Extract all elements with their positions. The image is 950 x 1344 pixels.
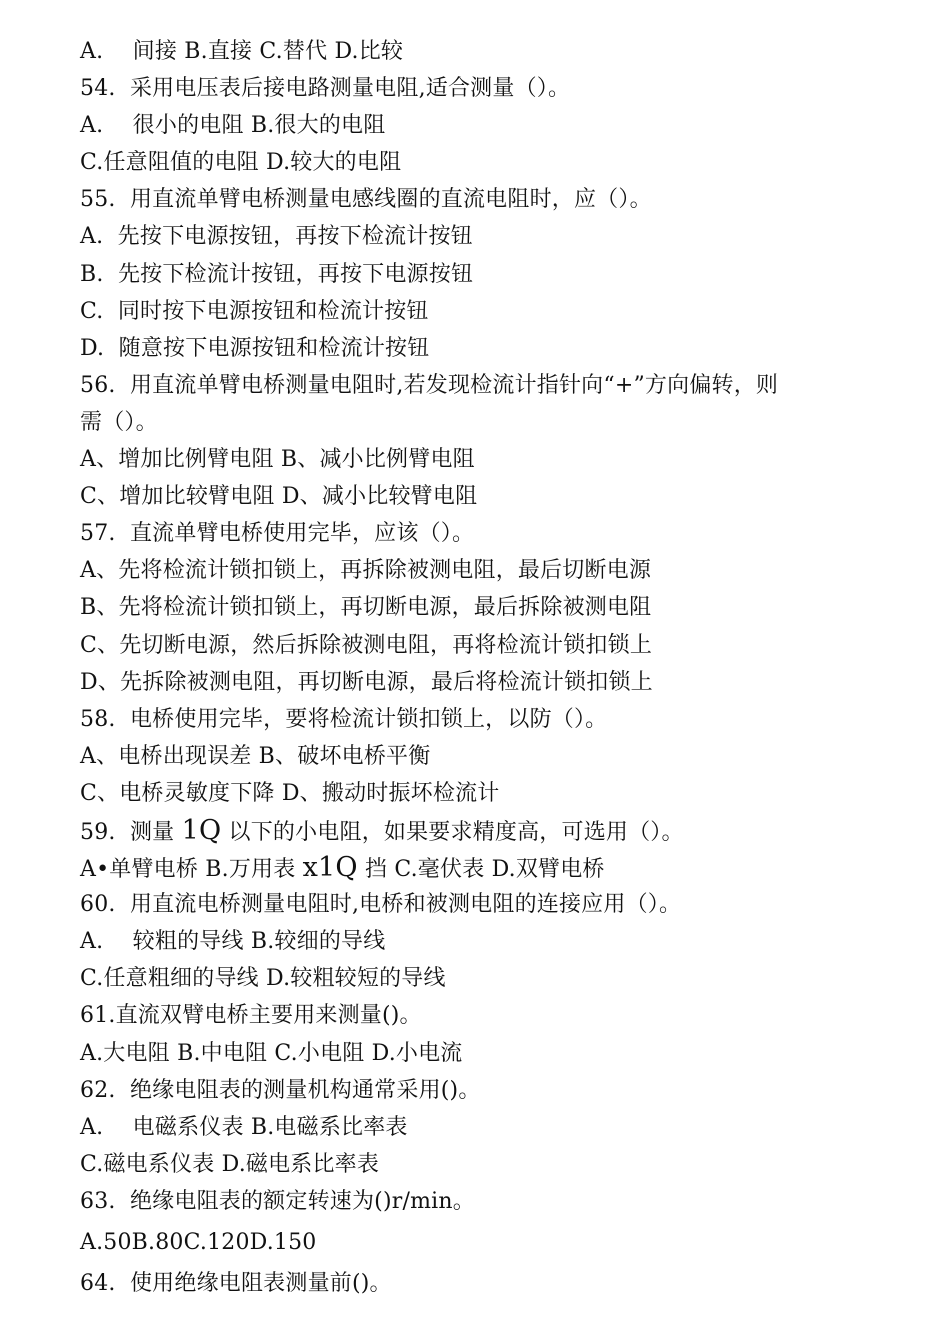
option-line-59 (80, 849, 880, 886)
option-line-56b: C、增加比较臂电阻 D、减小比较臂电阻 (80, 484, 478, 510)
question-56-line2: 需（）。 (80, 409, 158, 435)
option-line-53: A. 间接 B.直接 C.替代 D.比较 (80, 39, 404, 64)
option-line-56a: A、增加比例臂电阻 B、减小比例臂电阻 (80, 447, 475, 473)
option-55c: C. 同时按下电源按钮和检流计按钮 (80, 298, 429, 324)
option-59-post: 挡 C.毫伏表 D.双臂电桥 (357, 857, 605, 883)
option-line-62b: C.磁电系仪表 D.磁电系比率表 (80, 1151, 380, 1177)
question-62: 62. 绝缘电阻表的测量机构通常采用()。 (80, 1077, 481, 1103)
question-57: 57. 直流单臂电桥使用完毕，应该（）。 (80, 521, 475, 547)
question-59 (80, 812, 880, 849)
option-55a: A. 先按下电源按钮，再按下检流计按钮 (80, 224, 473, 250)
option-line-58a: A、电桥出现误差 B、破坏电桥平衡 (80, 743, 431, 769)
question-59-symbol: 1Q (181, 814, 222, 846)
question-59-pre: 59. 测量 (80, 819, 182, 845)
option-55b: B. 先按下检流计按钮，再按下电源按钮 (80, 261, 474, 287)
option-line-58b: C、电桥灵敏度下降 D、搬动时振坏检流计 (80, 780, 500, 806)
question-59-post: 以下的小电阻，如果要求精度高，可选用（）。 (221, 819, 684, 845)
question-63: 63. 绝缘电阻表的额定转速为()r/min。 (80, 1188, 475, 1214)
option-line-54b: C.任意阻值的电阻 D.较大的电阻 (80, 150, 402, 176)
option-line-63: A.50B.80C.120D.150 (80, 1230, 317, 1255)
option-line-60b: C.任意粗细的导线 D.较粗较短的导线 (80, 966, 446, 992)
option-59-pre: A•单臂电桥 B.万用表 (80, 857, 303, 883)
option-57c: C、先切断电源，然后拆除被测电阻，再将检流计锁扣锁上 (80, 632, 653, 658)
question-55: 55. 用直流单臂电桥测量电感线圈的直流电阻时，应（）。 (80, 187, 652, 213)
question-56-line1: 56. 用直流单臂电桥测量电阻时,若发现检流计指针向“+”方向偏转，则 (80, 372, 779, 398)
question-64: 64. 使用绝缘电阻表测量前()。 (80, 1271, 392, 1297)
question-61: 61.直流双臂电桥主要用来测量()。 (80, 1003, 422, 1029)
option-57b: B、先将检流计锁扣锁上，再切断电源，最后拆除被测电阻 (80, 595, 652, 621)
option-line-54a: A. 很小的电阻 B.很大的电阻 (80, 113, 386, 139)
question-58: 58. 电桥使用完毕，要将检流计锁扣锁上，以防（）。 (80, 706, 608, 732)
option-57a: A、先将检流计锁扣锁上，再拆除被测电阻，最后切断电源 (80, 558, 652, 584)
option-59-symbol: x1Q (302, 852, 358, 884)
option-line-62a: A. 电磁系仪表 B.电磁系比率表 (80, 1114, 408, 1140)
option-line-61: A.大电阻 B.中电阻 C.小电阻 D.小电流 (80, 1040, 463, 1066)
option-55d: D. 随意按下电源按钮和检流计按钮 (80, 335, 430, 361)
question-54: 54. 采用电压表后接电路测量电阻,适合测量（）。 (80, 76, 571, 102)
document-page (80, 33, 880, 1302)
option-57d: D、先拆除被测电阻，再切断电源，最后将检流计锁扣锁上 (80, 669, 653, 695)
question-60: 60. 用直流电桥测量电阻时,电桥和被测电阻的连接应用（）。 (80, 892, 682, 918)
option-line-60a: A. 较粗的导线 B.较细的导线 (80, 929, 386, 955)
